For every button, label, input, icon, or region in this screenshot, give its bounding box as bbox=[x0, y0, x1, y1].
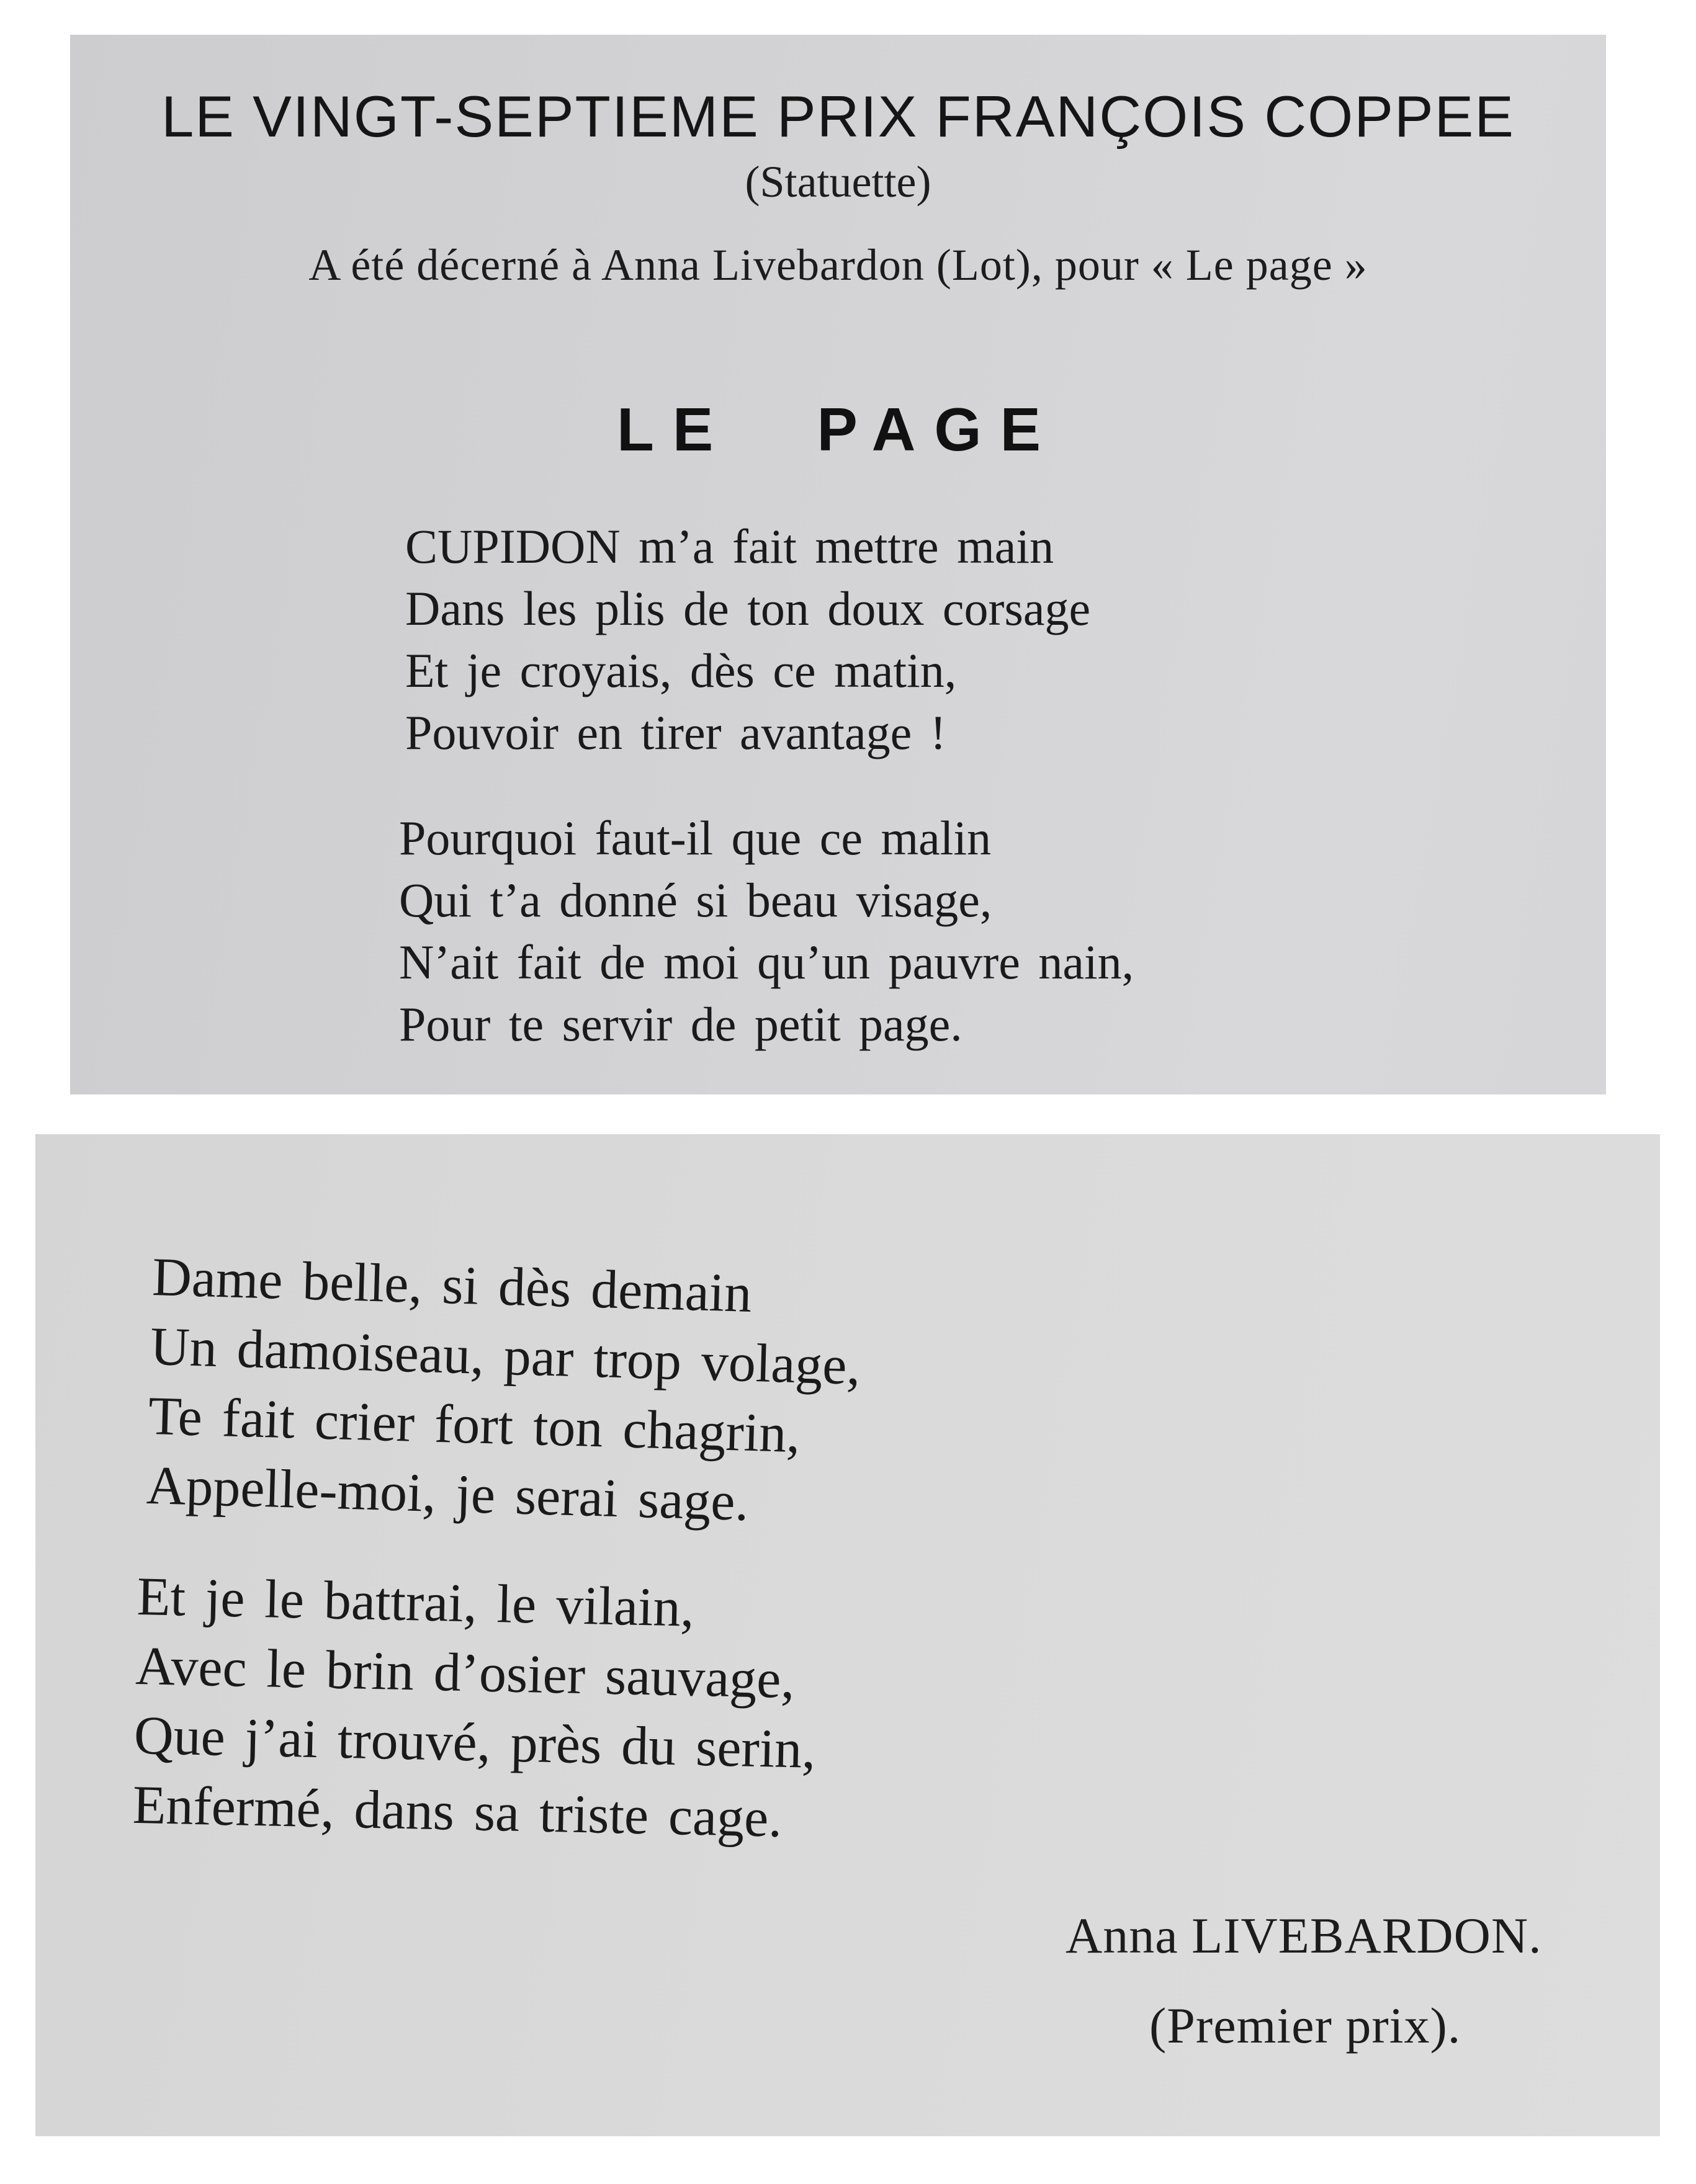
poem-line: Que j’ai trouvé, près du serin, bbox=[133, 1705, 817, 1780]
poem-line: Pouvoir en tirer avantage ! bbox=[405, 705, 946, 759]
poem-line: Et je croyais, dès ce matin, bbox=[405, 643, 957, 697]
poem-line: Qui t’a donné si beau visage, bbox=[399, 873, 992, 927]
poem-title: LE PAGE bbox=[617, 395, 1059, 463]
poem-line: Et je le battrai, le vilain, bbox=[136, 1566, 695, 1639]
top-page-excerpt bbox=[70, 35, 1606, 1094]
poem-stanza bbox=[399, 807, 1134, 1055]
poem-line: CUPIDON m’a fait mettre main bbox=[405, 519, 1054, 573]
poem-line: Avec le brin d’osier sauvage, bbox=[135, 1636, 796, 1711]
poem-line: Dans les plis de ton doux corsage bbox=[405, 581, 1091, 635]
poem-line: Te fait crier fort ton chagrin, bbox=[147, 1385, 801, 1465]
award-recipient-line: A été décerné à Anna Livebardon (Lot), pour « Le page » bbox=[308, 240, 1368, 290]
author-signature: Anna LIVEBARDON. bbox=[1066, 1907, 1542, 1964]
poem-line: N’ait fait de moi qu’un pauvre nain, bbox=[399, 935, 1134, 989]
bottom-page-excerpt bbox=[35, 1134, 1660, 2136]
poem-line: Pour te servir de petit page. bbox=[399, 997, 962, 1051]
poem-line: Enfermé, dans sa triste cage. bbox=[132, 1774, 783, 1849]
poem-stanza bbox=[405, 516, 1090, 764]
award-subtitle: (Statuette) bbox=[745, 157, 931, 207]
award-heading: LE VINGT-SEPTIEME PRIX FRANÇOIS COPPEE bbox=[161, 84, 1515, 149]
poem-line: Dame belle, si dès demain bbox=[151, 1246, 753, 1324]
poem-stanza bbox=[132, 1562, 820, 1855]
poem-line: Un damoiseau, par trop volage, bbox=[149, 1316, 861, 1397]
poem-line: Appelle-moi, je serai sage. bbox=[145, 1455, 750, 1533]
prize-label: (Premier prix). bbox=[1149, 1997, 1461, 2054]
poem-line: Pourquoi faut-il que ce malin bbox=[399, 811, 992, 865]
poem-stanza bbox=[145, 1243, 863, 1541]
